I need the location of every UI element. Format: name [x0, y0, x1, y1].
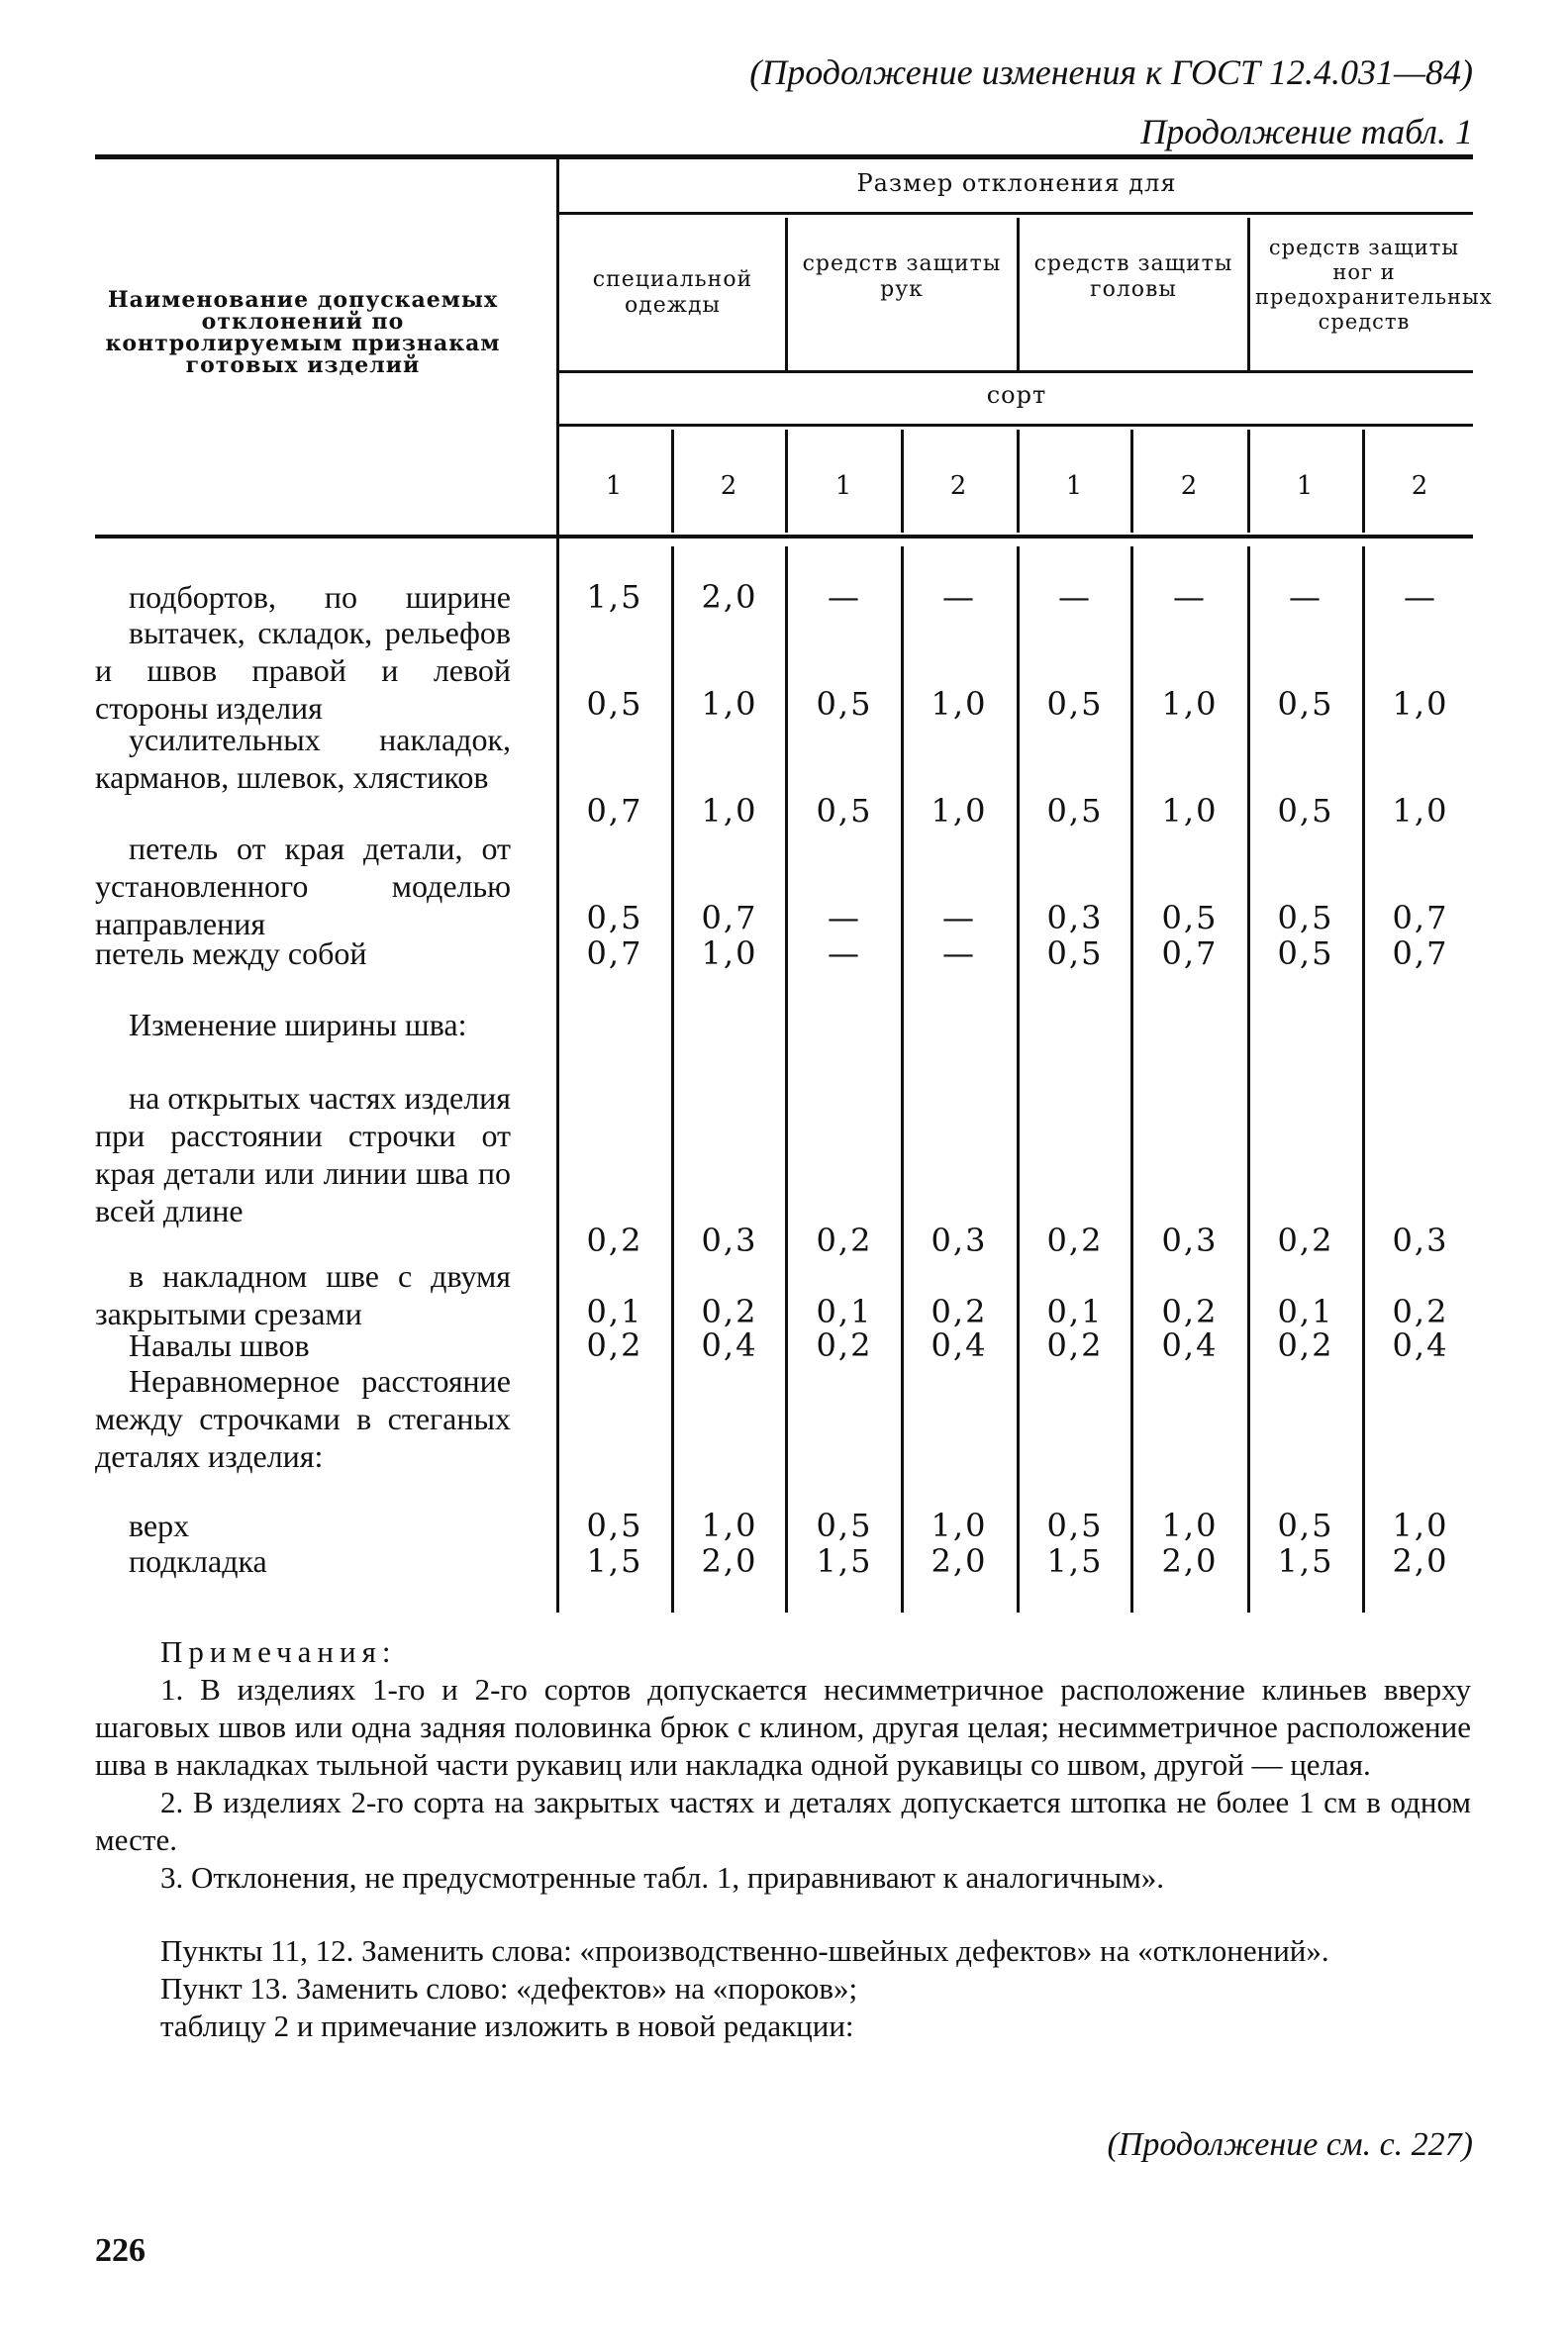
- row-label: подкладка: [129, 1543, 267, 1579]
- table-cell: 0,1: [816, 1293, 873, 1330]
- sort-divider-6: [1247, 430, 1250, 533]
- table-cell: 0,2: [1277, 1222, 1334, 1259]
- table-cell: 0,2: [586, 1222, 643, 1259]
- table-cell: 0,5: [816, 685, 873, 723]
- row-label: Изменение ширины шва:: [129, 1007, 467, 1042]
- table-cell: 0,2: [816, 1222, 873, 1259]
- table-cell: —: [1404, 578, 1437, 616]
- label-column-divider: [556, 159, 559, 1613]
- table-cell: 0,4: [1161, 1326, 1219, 1364]
- table-cell: 0,2: [586, 1326, 643, 1364]
- body-column-divider-4: [1017, 546, 1020, 1613]
- table-cell: 2,0: [931, 1542, 988, 1580]
- table-cell: 0,7: [586, 792, 643, 830]
- table-cell: 0,7: [586, 934, 643, 972]
- sort-number: 1: [1296, 471, 1314, 501]
- table-cell: 0,5: [1046, 792, 1104, 830]
- table-cell: 0,5: [586, 1507, 643, 1544]
- table-cell: 0,2: [931, 1293, 988, 1330]
- table-cell: 1,0: [1161, 685, 1219, 723]
- row-label: верх: [129, 1508, 190, 1543]
- sort-header-rule: [556, 424, 1473, 427]
- amendment-paragraph: таблицу 2 и примечание изложить в новой редакции:: [160, 2008, 854, 2043]
- sort-divider-4: [1017, 430, 1020, 533]
- table-cell: 1,5: [1277, 1542, 1334, 1580]
- table-cell: 0,5: [816, 1507, 873, 1544]
- table-cell: —: [828, 934, 861, 972]
- table-cell: 1,0: [701, 934, 758, 972]
- table-cell: 0,5: [586, 685, 643, 723]
- page-number: 226: [95, 2232, 146, 2269]
- body-column-divider-6: [1247, 546, 1250, 1613]
- row-label: петель между собой: [95, 935, 367, 971]
- table-cell: 0,5: [1277, 1507, 1334, 1544]
- sort-number: 1: [834, 471, 852, 501]
- table-cell: 0,5: [816, 792, 873, 830]
- body-column-divider-7: [1362, 546, 1365, 1613]
- sort-number: 2: [1180, 471, 1198, 501]
- table-cell: —: [942, 899, 976, 936]
- column-header-foot-protection: средств защиты ног и предохранительных средств: [1255, 236, 1493, 334]
- table-cell: 0,3: [1392, 1222, 1449, 1259]
- table-cell: 1,0: [1392, 792, 1449, 830]
- table-cell: 0,4: [701, 1326, 758, 1364]
- column-header-hand-protection: средств защиты рук: [802, 251, 1002, 302]
- table-cell: —: [1289, 578, 1323, 616]
- body-column-divider-5: [1130, 546, 1133, 1613]
- row-label: вытачек, складок, рельефов и швов правой и левой стороны изделия: [95, 615, 511, 726]
- notes-title: Примечания:: [160, 1634, 397, 1669]
- table-cell: 1,5: [816, 1542, 873, 1580]
- category-divider-2: [1017, 218, 1020, 370]
- table-cell: 0,5: [586, 899, 643, 936]
- row-label: Навалы швов: [129, 1327, 310, 1363]
- table-cell: 0,2: [1161, 1293, 1219, 1330]
- table-cell: 0,5: [1161, 899, 1219, 936]
- table-cell: 0,2: [1277, 1326, 1334, 1364]
- amendment-paragraph: Пункты 11, 12. Заменить слова: «производственно-швейных дефектов» на «отклонений».: [160, 1933, 1329, 1968]
- sort-divider-1: [671, 430, 674, 533]
- table-cell: 0,1: [1277, 1293, 1334, 1330]
- sort-divider-2: [785, 430, 788, 533]
- table-cell: 1,0: [701, 792, 758, 830]
- table-cell: 1,0: [931, 792, 988, 830]
- table-cell: —: [942, 578, 976, 616]
- table-cell: 2,0: [701, 578, 758, 616]
- column-header-special-clothing: специальной одежды: [592, 267, 753, 318]
- row-label: на открытых частях изделия при расстоянии строчки от края детали или линии шва по всей длине: [95, 1080, 511, 1228]
- table-cell: 0,5: [1046, 934, 1104, 972]
- table-cell: 0,7: [1161, 934, 1219, 972]
- sort-label: сорт: [986, 381, 1047, 409]
- table-cell: 1,0: [1392, 1507, 1449, 1544]
- table-cell: —: [1058, 578, 1092, 616]
- row-label: в накладном шве с двумя закрытыми срезами: [95, 1258, 511, 1331]
- group-header-rule: [556, 212, 1473, 215]
- sort-number: 1: [605, 471, 623, 501]
- sort-divider-3: [901, 430, 904, 533]
- body-column-divider-3: [901, 546, 904, 1613]
- table-top-rule: [95, 154, 1473, 159]
- body-column-divider-1: [671, 546, 674, 1613]
- row-label: подбортов, по ширине: [129, 579, 511, 615]
- sort-divider-7: [1362, 430, 1365, 533]
- sort-number: 1: [1065, 471, 1083, 501]
- sort-divider-5: [1130, 430, 1133, 533]
- table-cell: 1,0: [1161, 1507, 1219, 1544]
- table-cell: 0,5: [1277, 899, 1334, 936]
- table-cell: 0,2: [816, 1326, 873, 1364]
- table-cell: 1,0: [701, 1507, 758, 1544]
- category-divider-3: [1247, 218, 1250, 370]
- table-cell: —: [942, 934, 976, 972]
- row-label: усилительных накладок, карманов, шлевок, хлястиков: [95, 722, 511, 795]
- table-cell: 0,5: [1046, 685, 1104, 723]
- table-cell: —: [828, 899, 861, 936]
- table-cell: 0,2: [1392, 1293, 1449, 1330]
- group-header: Размер отклонения для: [856, 169, 1177, 197]
- table-cell: 0,7: [1392, 899, 1449, 936]
- table-cell: —: [828, 578, 861, 616]
- table-cell: 0,4: [1392, 1326, 1449, 1364]
- table-cell: 1,0: [931, 685, 988, 723]
- notes-section: [95, 1633, 1471, 1897]
- table-cell: 0,3: [1046, 899, 1104, 936]
- table-cell: 1,5: [1046, 1542, 1104, 1580]
- table-cell: 1,5: [586, 578, 643, 616]
- table-cell: —: [1173, 578, 1207, 616]
- table-header-bottom-rule: [95, 535, 1473, 539]
- body-column-divider-2: [785, 546, 788, 1613]
- note-item: 1. В изделиях 1-го и 2-го сортов допускается несимметричное расположение клиньев вверху шаговых швов или одна задняя половинка брюк с клином, другая целая; несимметричное расположение шва в накладках тыльной части рукавиц или накладка одной рукавицы со швом, другой — целая.: [95, 1672, 1471, 1782]
- table-cell: 1,0: [931, 1507, 988, 1544]
- column-header-head-protection: средств защиты головы: [1033, 251, 1233, 302]
- table-cell: 1,0: [1392, 685, 1449, 723]
- table-cell: 1,0: [701, 685, 758, 723]
- table-cell: 0,3: [931, 1222, 988, 1259]
- sort-number: 2: [949, 471, 967, 501]
- table-cell: 1,5: [586, 1542, 643, 1580]
- note-item: 2. В изделиях 2-го сорта на закрытых частях и деталях допускается штопка не более 1 см в одном месте.: [95, 1785, 1471, 1857]
- table-cell: 0,3: [1161, 1222, 1219, 1259]
- table-cell: 0,5: [1046, 1507, 1104, 1544]
- amendment-paragraph: Пункт 13. Заменить слово: «дефектов» на «пороков»;: [160, 1971, 858, 2006]
- row-header: Наименование допускаемых отклонений по контролируемым признакам готовых изделий: [105, 287, 501, 378]
- table-cell: 0,2: [1046, 1222, 1104, 1259]
- table-cell: 0,2: [1046, 1326, 1104, 1364]
- table-cell: 2,0: [1392, 1542, 1449, 1580]
- table-cell: 0,5: [1277, 685, 1334, 723]
- table-cell: 0,4: [931, 1326, 988, 1364]
- table-cell: 1,0: [1161, 792, 1219, 830]
- continuation-footer: (Продолжение см. с. 227): [1107, 2126, 1473, 2163]
- row-label: Неравномерное расстояние между строчками в стеганых деталях изделия:: [95, 1363, 511, 1474]
- note-item: 3. Отклонения, не предусмотренные табл. 1, приравнивают к аналогичным».: [160, 1860, 1165, 1895]
- sort-number: 2: [1411, 471, 1428, 501]
- table-cell: 0,5: [1277, 934, 1334, 972]
- table-cell: 0,1: [1046, 1293, 1104, 1330]
- table-cell: 0,7: [701, 899, 758, 936]
- table-continuation-header: Продолжение табл. 1: [1140, 112, 1473, 151]
- category-header-rule: [556, 370, 1473, 373]
- table-cell: 2,0: [1161, 1542, 1219, 1580]
- category-divider-1: [785, 218, 788, 370]
- table-cell: 0,5: [1277, 792, 1334, 830]
- table-cell: 0,3: [701, 1222, 758, 1259]
- amendment-text: [95, 1932, 1471, 2045]
- sort-number: 2: [720, 471, 737, 501]
- row-label: петель от края детали, от установленного моделью направления: [95, 831, 511, 941]
- table-cell: 0,1: [586, 1293, 643, 1330]
- table-cell: 0,2: [701, 1293, 758, 1330]
- document-continuation-header: (Продолжение изменения к ГОСТ 12.4.031—84): [749, 52, 1473, 92]
- table-cell: 0,7: [1392, 934, 1449, 972]
- table-cell: 2,0: [701, 1542, 758, 1580]
